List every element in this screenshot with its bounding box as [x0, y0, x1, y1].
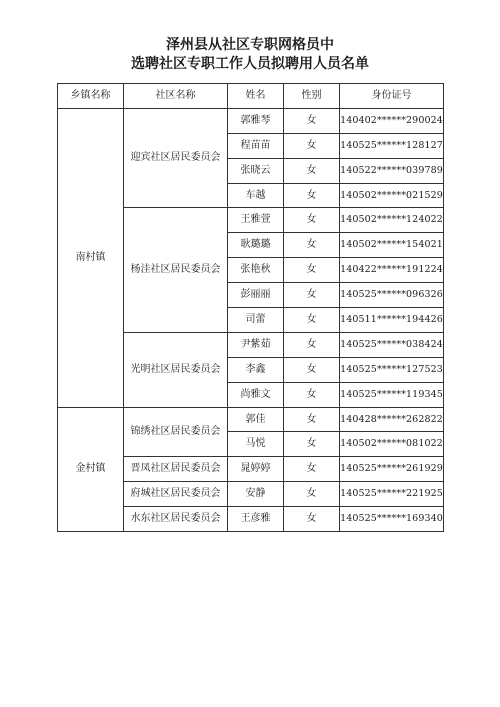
person-name-cell: 王雅萱 [228, 208, 284, 233]
id-number-cell: 140525******119345 [340, 382, 444, 407]
header-town: 乡镇名称 [58, 84, 124, 109]
gender-cell: 女 [284, 108, 340, 133]
community-name-cell: 水东社区居民委员会 [124, 507, 228, 532]
person-name-cell: 张晓云 [228, 158, 284, 183]
gender-cell: 女 [284, 158, 340, 183]
community-name-cell: 晋凤社区居民委员会 [124, 457, 228, 482]
person-name-cell: 郭雅琴 [228, 108, 284, 133]
gender-cell: 女 [284, 457, 340, 482]
document-title [0, 36, 500, 74]
gender-cell: 女 [284, 133, 340, 158]
person-name-cell: 司蕾 [228, 308, 284, 333]
gender-cell: 女 [284, 332, 340, 357]
community-name-cell: 锦绣社区居民委员会 [124, 407, 228, 457]
id-number-cell: 140525******096326 [340, 283, 444, 308]
id-number-cell: 140525******261929 [340, 457, 444, 482]
gender-cell: 女 [284, 258, 340, 283]
person-name-cell: 郭佳 [228, 407, 284, 432]
id-number-cell: 140522******039789 [340, 158, 444, 183]
id-number-cell: 140511******194426 [340, 308, 444, 333]
header-id-number: 身份证号 [340, 84, 444, 109]
id-number-cell: 140525******169340 [340, 507, 444, 532]
person-name-cell: 彭丽丽 [228, 283, 284, 308]
roster-body [58, 108, 444, 531]
gender-cell: 女 [284, 283, 340, 308]
community-name-cell: 府城社区居民委员会 [124, 482, 228, 507]
id-number-cell: 140525******038424 [340, 332, 444, 357]
person-name-cell: 李鑫 [228, 357, 284, 382]
id-number-cell: 140422******191224 [340, 258, 444, 283]
person-name-cell: 晁婷婷 [228, 457, 284, 482]
gender-cell: 女 [284, 183, 340, 208]
roster-table [57, 83, 444, 532]
gender-cell: 女 [284, 482, 340, 507]
gender-cell: 女 [284, 233, 340, 258]
id-number-cell: 140502******154021 [340, 233, 444, 258]
person-name-cell: 程苗苗 [228, 133, 284, 158]
person-name-cell: 耿璐璐 [228, 233, 284, 258]
header-community: 社区名称 [124, 84, 228, 109]
header-row [58, 84, 444, 109]
id-number-cell: 140428******262822 [340, 407, 444, 432]
table-row [58, 108, 444, 133]
person-name-cell: 安静 [228, 482, 284, 507]
gender-cell: 女 [284, 507, 340, 532]
id-number-cell: 140402******290024 [340, 108, 444, 133]
id-number-cell: 140525******221925 [340, 482, 444, 507]
gender-cell: 女 [284, 382, 340, 407]
id-number-cell: 140525******127523 [340, 357, 444, 382]
gender-cell: 女 [284, 357, 340, 382]
town-name-cell: 金村镇 [58, 407, 124, 531]
title-line-2: 选聘社区专职工作人员拟聘用人员名单 [131, 56, 369, 72]
gender-cell: 女 [284, 208, 340, 233]
community-name-cell: 迎宾社区居民委员会 [124, 108, 228, 208]
id-number-cell: 140502******081022 [340, 432, 444, 457]
community-name-cell: 杨洼社区居民委员会 [124, 208, 228, 332]
id-number-cell: 140502******021529 [340, 183, 444, 208]
header-name: 姓名 [228, 84, 284, 109]
gender-cell: 女 [284, 407, 340, 432]
person-name-cell: 车越 [228, 183, 284, 208]
title-line-1: 泽州县从社区专职网格员中 [166, 37, 334, 53]
gender-cell: 女 [284, 432, 340, 457]
community-name-cell: 光明社区居民委员会 [124, 332, 228, 407]
person-name-cell: 尹紫茹 [228, 332, 284, 357]
person-name-cell: 尚雅文 [228, 382, 284, 407]
id-number-cell: 140525******128127 [340, 133, 444, 158]
header-gender: 性别 [284, 84, 340, 109]
gender-cell: 女 [284, 308, 340, 333]
person-name-cell: 马悦 [228, 432, 284, 457]
person-name-cell: 王彦雅 [228, 507, 284, 532]
table-row [58, 407, 444, 432]
person-name-cell: 张艳秋 [228, 258, 284, 283]
id-number-cell: 140502******124022 [340, 208, 444, 233]
town-name-cell: 南村镇 [58, 108, 124, 407]
